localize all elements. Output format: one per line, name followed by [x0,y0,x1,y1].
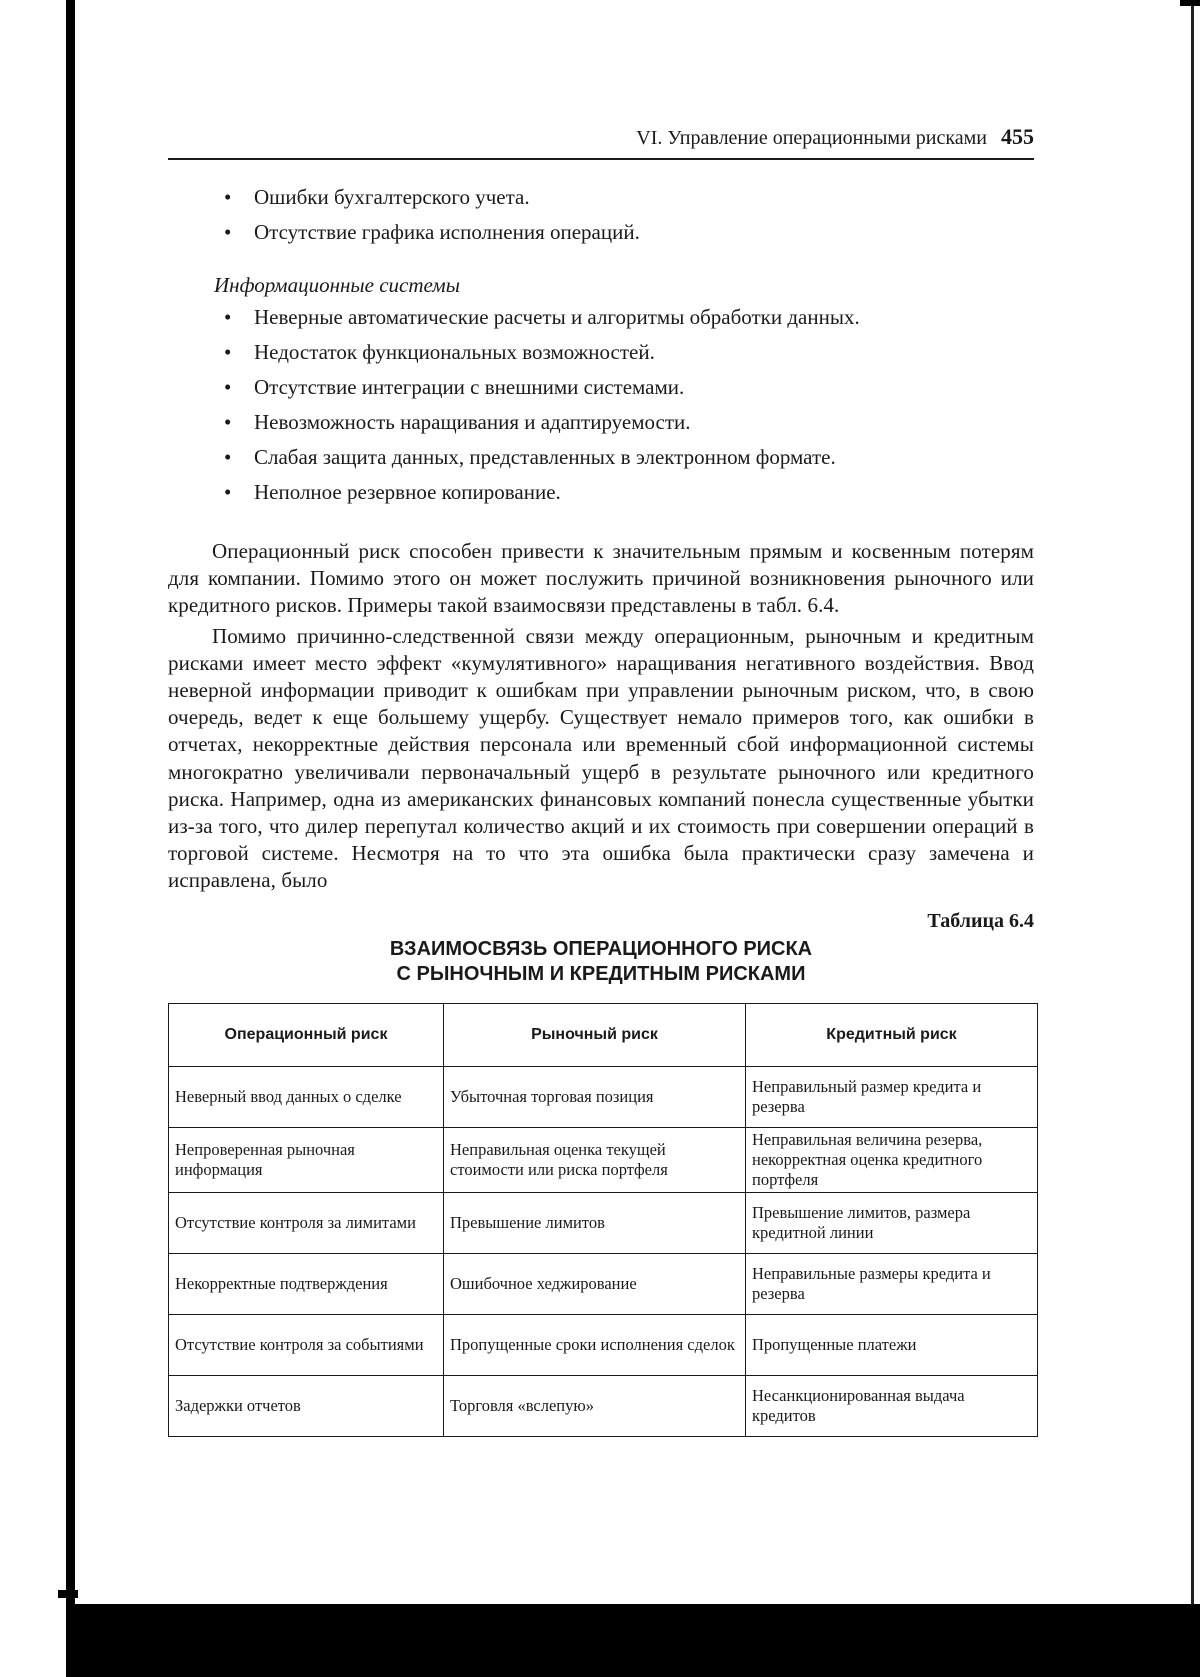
list-item: • Ошибки бухгалтерского учета. [168,180,1034,215]
list-item: • Неверные автоматические расчеты и алгоритмы обработки данных. [168,300,1034,335]
table-row [169,1253,1038,1314]
page-body [168,180,1034,1437]
table-cell: Превышение лимитов [444,1192,746,1253]
table-cell: Неправильный размер кредита и резерва [746,1066,1038,1127]
page-number: 455 [1001,124,1034,149]
table-cell: Убыточная торговая позиция [444,1066,746,1127]
section-heading: Информационные системы [214,273,460,297]
table-cell: Неправильная оценка текущей стоимости или риска портфеля [444,1127,746,1192]
list-item: • Отсутствие графика исполнения операций. [168,215,1034,250]
table-cell: Торговля «вслепую» [444,1375,746,1436]
column-header: Рыночный риск [444,1003,746,1066]
list-item: • Неполное резервное копирование. [168,475,1034,510]
table-title-line: ВЗАИМОСВЯЗЬ ОПЕРАЦИОННОГО РИСКА [389,937,813,960]
table-row [169,1192,1038,1253]
bullet-list-information-systems [168,300,1034,510]
paragraph: Помимо причинно-следственной связи между операционным, рыночным и кредитным рисками имеет место эффект «кумулятивного» наращивания негативного воздействия. Ввод неверной информации приводит к ошибкам при управлении рыночным риском, что, в свою очередь, ведет к еще большему ущербу. Существует немало примеров того, как ошибки в отчетах, некорректные действия персонала или временный сбой информационной системы многократно увеличивали первоначальный ущерб в результате рыночного или кредитного риска. Например, одна из американских финансовых компаний понесла существенные убытки из-за того, что дилер перепутал количество акций и их стоимость при совершении операций в торговой системе. Несмотря на то что эта ошибка была практически сразу замечена и исправлена, было [168,623,1034,893]
table-header-row [169,1003,1038,1066]
body-text [168,538,1034,895]
list-item: • Слабая защита данных, представленных в электронном формате. [168,440,1034,475]
scan-border-bottom [75,1604,1200,1677]
paragraph: Операционный риск способен привести к значительным прямым и косвенным потерям для компании. Помимо этого он может послужить причиной возникновения рыночного или кредитного рисков. Примеры такой взаимосвязи представлены в табл. 6.4. [168,539,1034,618]
table-cell: Задержки отчетов [169,1375,444,1436]
table-cell: Непроверенная рыночная информация [169,1127,444,1192]
table-cell: Неправильные размеры кредита и резерва [746,1253,1038,1314]
table-cell: Некорректные подтверждения [169,1253,444,1314]
table-title [288,937,914,987]
list-item: • Невозможность наращивания и адаптируемости. [168,405,1034,440]
table-title-line: С РЫНОЧНЫМ И КРЕДИТНЫМ РИСКАМИ [396,962,806,985]
table-cell: Несанкционированная выдача кредитов [746,1375,1038,1436]
table-cell: Пропущенные сроки исполнения сделок [444,1314,746,1375]
table-caption: Таблица 6.4 [927,909,1034,932]
table-cell: Неверный ввод данных о сделке [169,1066,444,1127]
table-row [169,1375,1038,1436]
table-cell: Ошибочное хеджирование [444,1253,746,1314]
table-cell: Отсутствие контроля за лимитами [169,1192,444,1253]
running-head-title: VI. Управление операционными рисками [636,127,987,149]
scan-border-right [1191,0,1194,1604]
table-row [169,1314,1038,1375]
table-row [169,1066,1038,1127]
header-rule [168,158,1034,160]
column-header: Кредитный риск [746,1003,1038,1066]
scan-border-left [66,0,75,1677]
table-cell: Пропущенные платежи [746,1314,1038,1375]
bullet-list-top [168,180,1034,250]
table-row [169,1127,1038,1192]
list-item: • Недостаток функциональных возможностей. [168,335,1034,370]
risk-relationship-table [168,1003,1038,1437]
column-header: Операционный риск [169,1003,444,1066]
scan-border-corner [1180,0,1200,6]
scan-border-artifact [58,1590,78,1598]
running-head [168,124,1034,150]
list-item: • Отсутствие интеграции с внешними системами. [168,370,1034,405]
table-cell: Неправильная величина резерва, некорректная оценка кредитного портфеля [746,1127,1038,1192]
table-cell: Отсутствие контроля за событиями [169,1314,444,1375]
table-cell: Превышение лимитов, размера кредитной линии [746,1192,1038,1253]
